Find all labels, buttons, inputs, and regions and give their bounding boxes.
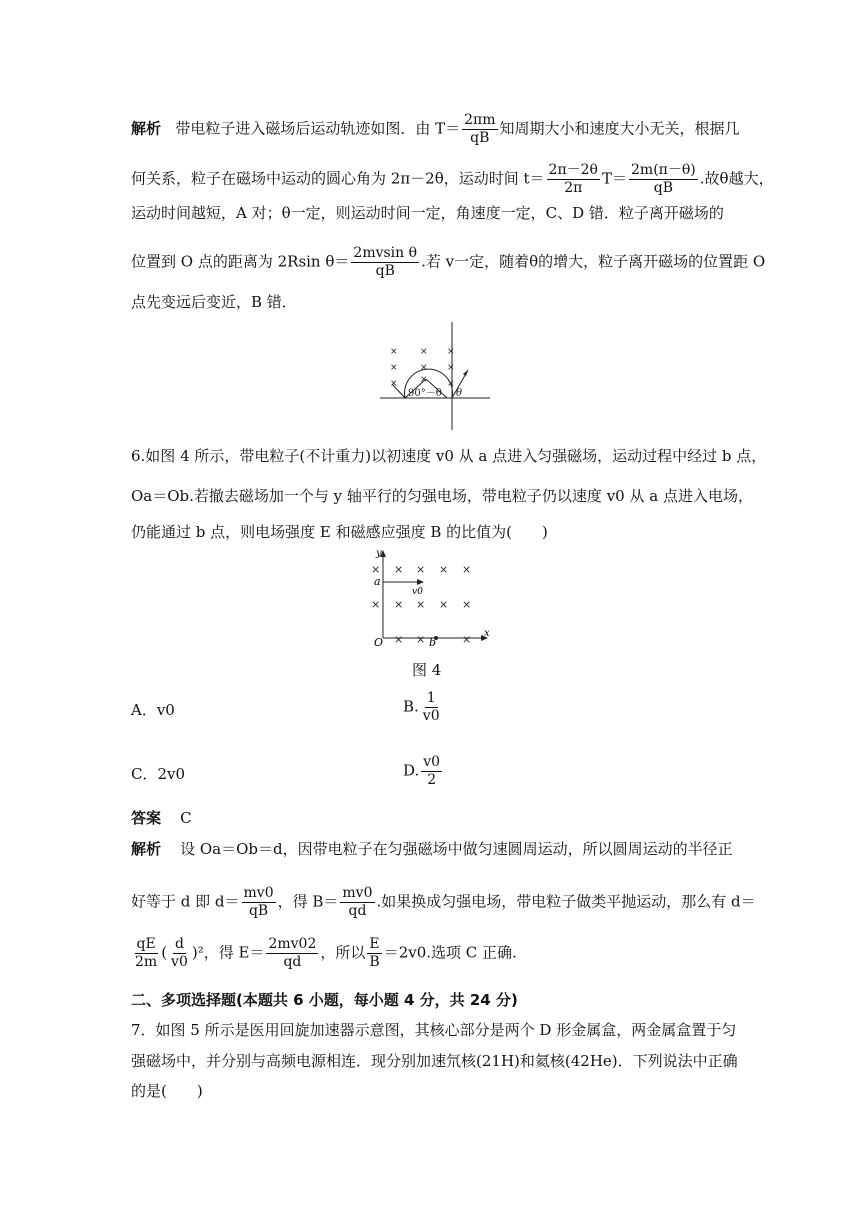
- section-2-title: 二、多项选择题(本题共 6 小题，每小题 4 分，共 24 分): [131, 991, 518, 1009]
- answer-value: C: [180, 809, 192, 827]
- text: .若 v一定，随着θ的增大，粒子离开磁场的位置距 O: [421, 252, 766, 271]
- q7-line-3: 的是( ): [131, 1082, 203, 1100]
- figure-4-caption: 图 4: [412, 661, 442, 679]
- q5-analysis-line-5: 点先变远后变近，B 错．: [131, 293, 297, 311]
- q6-line-1: 6.如图 4 所示，带电粒子(不计重力)以初速度 v0 从 a 点进入匀强磁场，运动过程中经过 b 点，: [131, 447, 767, 465]
- svg-text:×: ×: [420, 375, 428, 385]
- text: 知周期大小和速度大小无关，根据几: [499, 119, 740, 138]
- svg-text:×: ×: [371, 598, 381, 611]
- svg-text:×: ×: [416, 633, 426, 646]
- origin-label: O: [374, 636, 384, 648]
- option-a: A．v0: [131, 701, 175, 719]
- analysis-label: 解析: [131, 840, 162, 858]
- text: 带电粒子进入磁场后运动轨迹如图．由 T＝: [175, 119, 461, 138]
- fraction: $\frac{2m(\pi-\theta)}{qB}$: [631, 162, 696, 196]
- svg-text:×: ×: [420, 347, 428, 357]
- theta-label: θ: [456, 388, 463, 399]
- q6-line-2: Oa＝Ob.若撤去磁场加一个与 y 轴平行的匀强电场，带电粒子仍以速度 v0 从 a 点进入电场，: [131, 487, 753, 505]
- option-d: D. $\frac{v0}{2}$: [403, 754, 441, 788]
- q5-analysis-line-3: 运动时间越短，A 对；θ一定，则运动时间一定，角速度一定，C、D 错．粒子离开磁场的: [131, 204, 724, 222]
- point-a-label: a: [374, 575, 381, 588]
- option-b: B. $\frac{1}{v0}$: [403, 690, 440, 724]
- svg-text:×: ×: [447, 379, 455, 389]
- svg-text:×: ×: [390, 363, 398, 373]
- svg-text:×: ×: [447, 363, 455, 373]
- fraction: $\frac{2\pi-2\theta}{2\pi}$: [548, 162, 598, 196]
- answer-label: 答案: [131, 809, 162, 827]
- q7-line-1: 7．如图 5 所示是医用回旋加速器示意图，其核心部分是两个 D 形金属盒，两金属盒置于匀: [131, 1021, 737, 1039]
- q6-analysis-line-1: [131, 839, 733, 859]
- text: 设 Oa＝Ob＝d，因带电粒子在匀强磁场中做匀速圆周运动，所以圆周运动的半径正: [180, 840, 733, 858]
- q5-analysis-line-2: [131, 162, 774, 197]
- velocity-label: v0: [412, 587, 423, 597]
- analysis-label: 解析: [131, 119, 162, 138]
- angle-label: 90°－θ: [408, 388, 442, 399]
- svg-text:×: ×: [439, 598, 449, 611]
- x-axis-label: x: [484, 628, 490, 639]
- text: 何关系，粒子在磁场中运动的圆心角为 2π－2θ，运动时间 t＝: [131, 169, 545, 188]
- svg-text:×: ×: [390, 379, 398, 389]
- svg-text:×: ×: [420, 363, 428, 373]
- svg-text:×: ×: [371, 563, 381, 576]
- q5-analysis-line-1: [131, 112, 740, 147]
- point-b-label: b: [429, 636, 437, 648]
- q6-analysis-line-3: $\frac{qE}{2m}$ ( $\frac{d}{v0}$ )²，得 E＝ $\frac{2mv02}{qd}$ ，所以 $\frac{E}{B}$ ＝2v0.选项 C 正确.: [135, 936, 517, 970]
- fraction: $\frac{\text{2mvsin θ}}{qB}$: [353, 245, 418, 279]
- y-axis-label: y: [376, 548, 382, 559]
- svg-text:×: ×: [462, 598, 472, 611]
- q6-line-3: 仍能通过 b 点，则电场强度 E 和磁感应强度 B 的比值为( ): [131, 523, 548, 541]
- svg-text:×: ×: [394, 563, 404, 576]
- text: .故θ越大，: [699, 169, 774, 188]
- q6-analysis-line-2: 好等于 d 即 d＝ $\frac{mv0}{qB}$ ，得 B＝ $\frac{mv0}{qd}$ .如果换成匀强电场，带电粒子做类平抛运动，那么有 d＝: [131, 885, 756, 919]
- svg-text:×: ×: [462, 633, 472, 646]
- text: T＝: [602, 169, 628, 188]
- q5-analysis-line-4: [131, 245, 765, 280]
- svg-text:×: ×: [416, 598, 426, 611]
- q7-line-2: 强磁场中，并分别与高频电源相连．现分别加速氘核(21H)和氦核(42He)．下列说法中正确: [131, 1052, 738, 1070]
- svg-text:×: ×: [394, 633, 404, 646]
- q6-answer: [131, 808, 192, 828]
- svg-text:×: ×: [447, 347, 455, 357]
- svg-text:×: ×: [390, 347, 398, 357]
- option-c: C．2v0: [131, 765, 186, 783]
- trajectory-figure: [380, 322, 490, 432]
- figure-4: [366, 548, 496, 648]
- svg-text:×: ×: [439, 563, 449, 576]
- svg-text:×: ×: [394, 598, 404, 611]
- svg-text:×: ×: [416, 563, 426, 576]
- svg-text:×: ×: [462, 563, 472, 576]
- text: 位置到 O 点的距离为 2Rsin θ＝: [131, 252, 350, 271]
- fraction: $\frac{2\pi m}{qB}$: [464, 112, 496, 146]
